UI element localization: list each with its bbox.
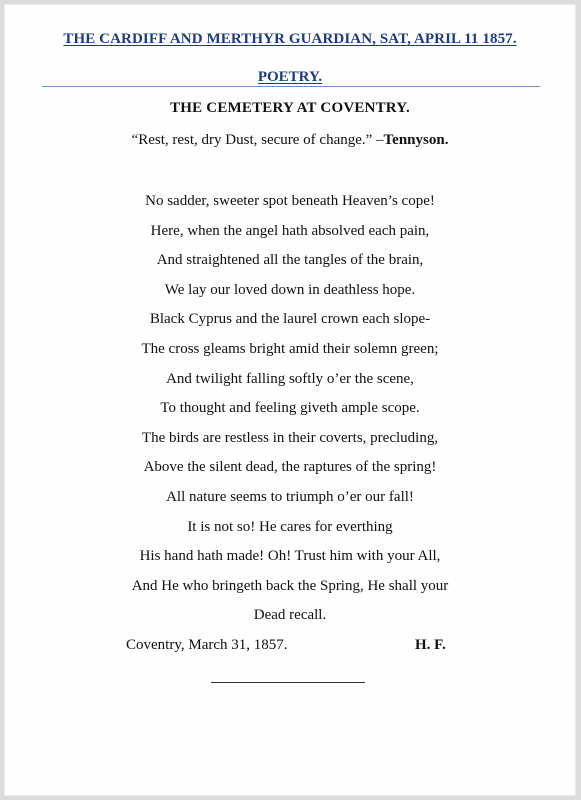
verse-line: And straightened all the tangles of the brain,: [156, 252, 424, 269]
newspaper-masthead: THE CARDIFF AND MERTHYR GUARDIAN, SAT, APRIL 11 1857.: [63, 31, 517, 47]
verse-line: Black Cyprus and the laurel crown each slope-: [149, 311, 431, 328]
epigraph: [4, 132, 576, 149]
verse-line: And He who bringeth back the Spring, He shall your: [131, 577, 449, 594]
closing-rule: [211, 682, 365, 683]
verse-line: The cross gleams bright amid their solemn green;: [141, 340, 439, 357]
verse-line: Above the silent dead, the raptures of the spring!: [143, 459, 437, 476]
verse-line: No sadder, sweeter spot beneath Heaven’s cope!: [145, 193, 435, 209]
verse-line: Dead recall.: [253, 607, 327, 624]
poem-verse: [4, 192, 576, 636]
section-heading: POETRY.: [257, 69, 323, 85]
verse-line: It is not so! He cares for everthing: [187, 518, 393, 535]
poem-title: THE CEMETERY AT COVENTRY.: [170, 100, 410, 116]
author-initials: H. F.: [415, 637, 446, 653]
verse-line: We lay our loved down in deathless hope.: [164, 281, 416, 298]
verse-line: His hand hath made! Oh! Trust him with your All,: [139, 548, 441, 565]
document-page: [4, 4, 576, 796]
epigraph-author: Tennyson.: [383, 132, 449, 148]
place-date: Coventry, March 31, 1857.: [126, 637, 288, 653]
verse-line: To thought and feeling giveth ample scope.: [160, 400, 420, 417]
verse-line: The birds are restless in their coverts, precluding,: [141, 429, 439, 446]
verse-line: All nature seems to triumph o’er our fall!: [166, 488, 414, 505]
verse-line: And twilight falling softly o’er the scene,: [166, 370, 414, 387]
header-divider: [42, 86, 540, 87]
epigraph-quote: “Rest, rest, dry Dust, secure of change.” –: [131, 132, 384, 148]
verse-line: Here, when the angel hath absolved each pain,: [150, 222, 430, 239]
